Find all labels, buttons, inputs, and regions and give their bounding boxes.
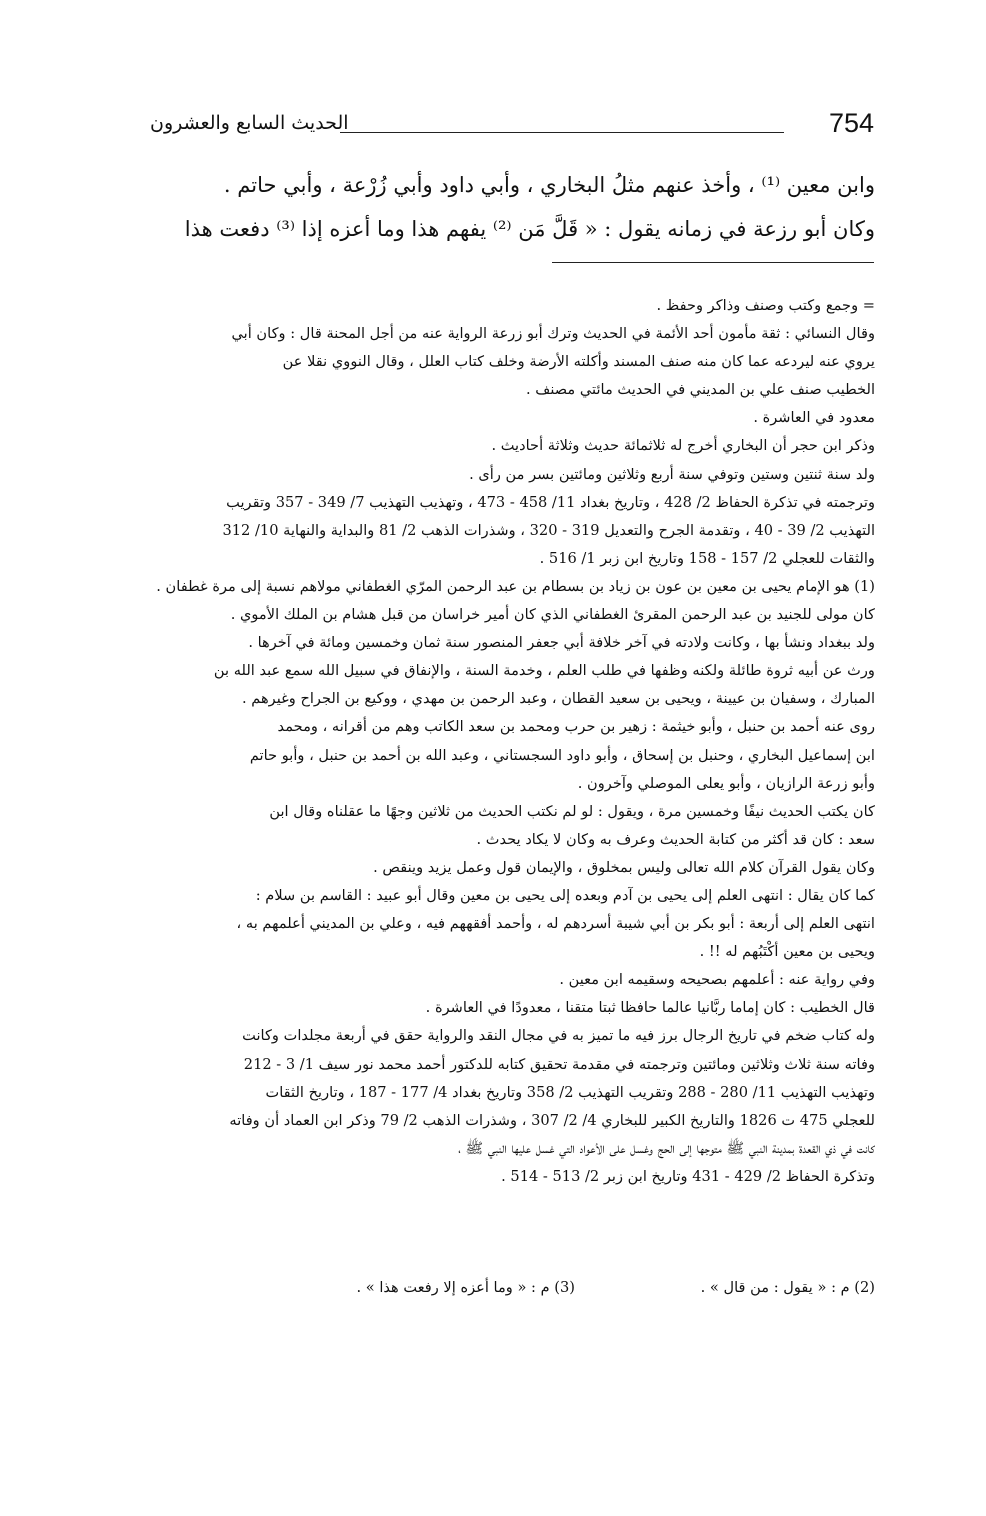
variant-notes [150,1274,875,1302]
main-text [150,163,875,251]
footnote-line: الخطيب صنف علي بن المديني في الحديث مائتي مصنف . [525,381,875,399]
footnotes [150,292,875,1191]
header-rule [340,132,784,133]
footnote-separator [552,262,874,263]
footnote-line: وترجمته في تذكرة الحفاظ 2/ 428 ، وتاريخ بغداد 11/ 458 - 473 ، وتهذيب التهذيب 7/ 349 - 357 وتقريب [226,493,875,511]
footnote-line: وقال النسائي : ثقة مأمون أحد الأئمة في الحديث وترك أبو زرعة الرواية عنه من أجل المحنة قال : وكان أبي [231,325,875,343]
page-header [150,108,880,148]
footnote-line: وذكر ابن حجر أن البخاري أخرج له ثلاثمائة حديث وثلاثة أحاديث . [491,437,875,455]
footnote-line: وتذكرة الحفاظ 2/ 429 - 431 وتاريخ ابن زبر 2/ 513 - 514 . [501,1167,875,1185]
running-title: الحديث السابع والعشرون [150,112,349,134]
footnote-line: معدود في العاشرة . [753,409,875,427]
footnote-line: وفاته سنة ثلاث وثلاثين ومائتين وترجمته في مقدمة تحقيق كتابه للدكتور أحمد محمد نور سيف 1/ 3 - 212 [243,1055,875,1073]
main-line: وكان أبو رزعة في زمانه يقول : « قَلَّ مَن ⁽²⁾ يفهم هذا وما أعزه إذا ⁽³⁾ دفعت هذا [184,217,875,241]
page-number: 754 [828,108,874,138]
footnote-line: (1) هو الإمام يحيى بن معين بن عون بن زياد بن بسطام بن عبد الرحمن المرّي الغطفاني مولاهم نسبة إلى مرة غطفان . [156,577,875,595]
footnote-line: والثقات للعجلي 2/ 157 - 158 وتاريخ ابن زبر 1/ 516 . [539,549,875,567]
footnote-line: = وجمع وكتب وصنف وذاكر وحفظ . [656,297,875,314]
footnote-line: كانت في ذي القعدة بمدينة النبي ﷺ متوجها إلى الحج وغسل على الأعواد التي غسل عليها النبي ﷺ ، [458,1139,875,1157]
footnote-line: التهذيب 2/ 39 - 40 ، وتقدمة الجرح والتعديل 319 - 320 ، وشذرات الذهب 2/ 81 والبداية والنهاية 10/ 312 [222,521,875,539]
footnote-2: (2) م : « يقول : من قال » . [700,1279,875,1296]
footnote-line: وكان يقول القرآن كلام الله تعالى وليس بمخلوق ، والإيمان قول وعمل يزيد وينقص . [373,858,875,876]
footnote-line: سعد : كان قد أكثر من كتابة الحديث وعرف به وكان لا يكاد يحدث . [476,830,875,848]
footnote-line: انتهى العلم إلى أربعة : أبو بكر بن أبي شيبة أسردهم له ، وأحمد أفقههم فيه ، وعلي بن المديني أعلمهم به ، [236,915,875,933]
footnote-line: ورث عن أبيه ثروة طائلة ولكنه وظفها في طلب العلم ، وخدمة السنة ، والإنفاق في سبيل الله سمع عبد الله بن [213,662,875,680]
footnote-line: وله كتاب ضخم في تاريخ الرجال برز فيه ما تميز به في مجال النقد والرواية حقق في أربعة مجلدات وكانت [242,1027,875,1045]
footnote-line: كما كان يقال : انتهى العلم إلى يحيى بن آدم وبعده إلى يحيى بن معين وقال أبو عبيد : القاسم بن سلام : [255,886,875,904]
footnote-3: (3) م : « وما أعزه إلا رفعت هذا » . [356,1279,575,1296]
footnote-line: قال الخطيب : كان إماما ربَّانيا عالما حافظا ثبتا متقنا ، معدودًا في العاشرة . [425,999,875,1017]
footnote-line: وفي رواية عنه : أعلمهم بصحيحه وسقيمه ابن معين . [559,971,875,989]
footnote-line: يروي عنه ليردعه عما كان منه صنف المسند وأكلته الأرضة وخلف كتاب العلل ، وقال النووي نقلا عن [282,353,875,371]
footnote-line: كان يكتب الحديث نيفًا وخمسين مرة ، ويقول : لو لم نكتب الحديث من ثلاثين وجهًا ما عقلناه وقال ابن [269,802,875,820]
footnote-line: ابن إسماعيل البخاري ، وحنبل بن إسحاق ، وأبو داود السجستاني ، وعبد الله بن أحمد بن حنبل ، وأبو حاتم [249,746,875,764]
main-line: وابن معين ⁽¹⁾ ، وأخذ عنهم مثلُ البخاري ، وأبي داود وأبي زُرْعة ، وأبي حاتم . [223,173,875,197]
footnote-line: وتهذيب التهذيب 11/ 280 - 288 وتقريب التهذيب 2/ 358 وتاريخ بغداد 4/ 177 - 187 ، وتاريخ الثقات [265,1083,875,1101]
footnote-line: روى عنه أحمد بن حنبل ، وأبو خيثمة : زهير بن حرب ومحمد بن سعد الكاتب وهم من أقرانه ، ومحمد [277,718,875,736]
footnote-line: المبارك ، وسفيان بن عيينة ، ويحيى بن سعيد القطان ، وعبد الرحمن بن مهدي ، ووكيع بن الجراح وغيرهم . [242,690,875,708]
footnote-line: ولد ببغداد ونشأ بها ، وكانت ولادته في آخر خلافة أبي جعفر المنصور سنة ثمان وخمسين ومائة في آخرها . [248,634,875,652]
footnote-line: ويحيى بن معين أكْتَبُهم له !! . [699,943,875,961]
footnote-line: للعجلي 475 ت 1826 والتاريخ الكبير للبخاري 4/ 2/ 307 ، وشذرات الذهب 2/ 79 وذكر ابن العماد أن وفاته [229,1111,875,1129]
footnote-line: كان مولى للجنيد بن عبد الرحمن المقرئ الغطفاني الذي كان أمير خراسان من قبل هشام بن الملك الأموي . [230,606,875,624]
footnote-line: ولد سنة ثنتين وستين وتوفي سنة أربع وثلاثين ومائتين بسر من رأى . [469,465,875,483]
footnote-line: وأبو زرعة الرازيان ، وأبو يعلى الموصلي وآخرون . [577,774,875,792]
